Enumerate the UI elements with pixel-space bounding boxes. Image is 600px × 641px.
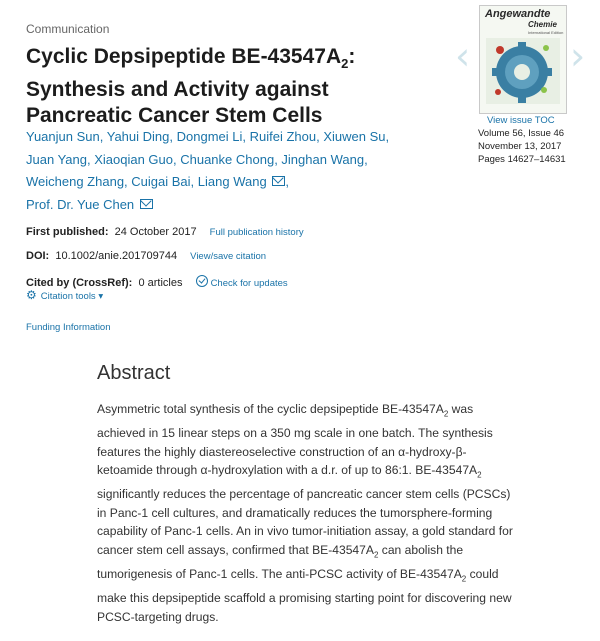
journal-edition: International Edition [528,30,564,35]
issue-pages: Pages 14627–14631 [478,154,566,165]
email-icon[interactable] [272,176,285,186]
view-save-citation-link[interactable]: View/save citation [190,251,267,262]
author-link[interactable]: Xiaoqian Guo [94,151,173,167]
author-link[interactable]: Liang Wang [197,174,267,189]
abstract-text: Asymmetric total synthesis of the cyclic depsipeptide $BE-43547A_2$ was achieved in 15 linear steps on a 350 mg scale in one batch. The synthesis features the highly diastereoselective construction of an α-hydroxy-β-ketoamide through α-hydroxylation with a d.r. of up to 86:1. $BE-43547A_2$ significantly reduces the percentage of pancreatic cancer stem cells (PCSCs) in Panc-1 cell cultures, and dramatically reduces the tumorsphere-forming capability of Panc-1 cells. An in vivo tumor-initiation assay, a gold standard for cancer stem cell assays, confirmed that $BE-43547A_2$ can abolish the tumorigenesis of Panc-1 cells. The anti-PCSC activity of $BE-43547A_2$ could make this depsipeptide scaffold a promising starting point for discovering new PCSC-targeting drugs. [97,402,513,624]
author-link[interactable]: Yahui Ding [106,129,170,144]
view-issue-toc-link[interactable]: View issue TOC [487,115,555,126]
author-list: Yuanjun Sun, Yahui Ding, Dongmei Li, Ruifei Zhou, Xiuwen Su, Juan Yang, Xiaoqian Guo, Chuanke Chong, Jinghan Wang, Weicheng Zhang, Cuigai Bai, Liang Wang , Prof. Dr. Yue Chen [26,129,390,212]
author-link[interactable]: Prof. Dr. Yue Chen [26,196,135,212]
journal-name-2: Chemie [528,20,557,29]
author-link[interactable]: Dongmei Li [176,129,243,144]
first-published: First published: 24 October 2017 Full publication history [26,226,304,238]
issue-date: November 13, 2017 [478,141,562,152]
article-type: Communication [26,22,110,36]
author-link[interactable]: Cuigai Bai [131,174,191,189]
author-link[interactable]: Jinghan Wang [281,151,365,167]
funding-information-link[interactable]: Funding Information [26,322,111,333]
article-title: Cyclic Depsipeptide $BE-43547A_2$: Synthesis and Activity against Pancreatic Cancer Stem Cells [26,45,356,128]
chevron-right-icon[interactable]: › [570,34,586,78]
journal-name: Angewandte [485,8,551,20]
chevron-down-icon: ▾ [98,291,104,302]
issue-volume: Volume 56, Issue 46 [478,128,565,139]
author-link[interactable]: Juan Yang [26,151,87,167]
author-link[interactable]: Ruifei Zhou [249,129,317,144]
email-icon[interactable] [140,199,153,209]
cited-by-row: Cited by (CrossRef): 0 articles Check for updates [26,277,288,289]
author-link[interactable]: Yuanjun Sun [26,129,100,144]
chevron-left-icon[interactable]: ‹ [455,34,471,78]
journal-cover[interactable] [479,5,567,114]
doi-row: DOI: 10.1002/anie.201709744 View/save citation [26,250,267,262]
issue-info [478,114,588,166]
cover-artwork-image [486,38,560,104]
citation-tools[interactable]: ⚙ Citation tools ▾ [26,288,104,302]
check-icon [196,275,208,287]
author-link[interactable]: Xiuwen Su [323,129,386,144]
author-link[interactable]: Weicheng Zhang [26,174,125,189]
check-updates-link[interactable]: Check for updates [196,278,288,289]
author-link[interactable]: Chuanke Chong [180,151,275,167]
abstract-heading: Abstract [97,362,171,384]
full-history-link[interactable]: Full publication history [209,227,304,238]
gear-icon: ⚙ [26,288,37,302]
